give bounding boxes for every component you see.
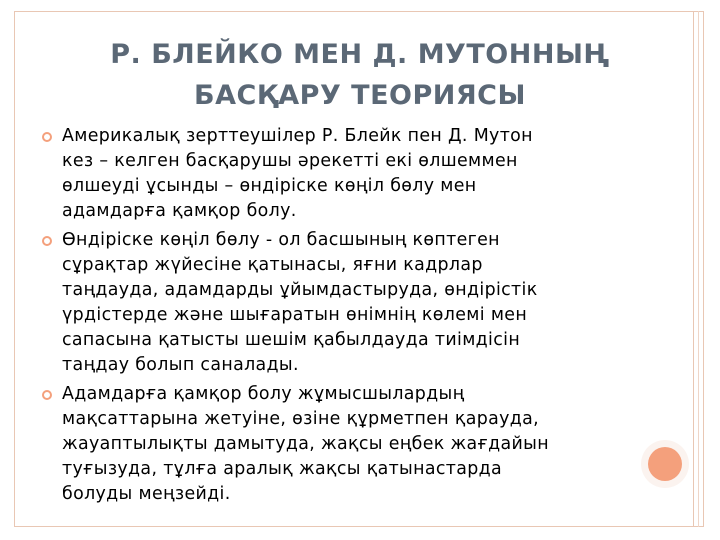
bullet-item [42,382,662,507]
bullet-text: Адамдарға қамқор болу жұмысшылардың мақсаттарына жетуіне, өзіне құрметпен қарауда, жауаптылықты дамытуда, жақсы еңбек жағдайын туғызуда, тұлға аралық жақсы қатынастарда болуды меңзейді. [62,384,549,504]
title-line: Р. БЛЕЙКО МЕН Д. МУТОННЫҢ [110,39,610,70]
decorative-side-stripe [693,11,705,527]
decorative-stripe-line [698,11,699,527]
title-line: БАСҚАРУ ТЕОРИЯСЫ [194,80,526,111]
bullet-item [42,228,662,378]
bullet-list [42,124,662,511]
bullet-text: Америкалық зерттеушілер Р. Блейк пен Д. Мутон кез – келген басқарушы әрекетті екі өлшеммен өлшеуді ұсынды – өндіріске көңіл бөлу мен адамдарға қамқор болу. [62,126,533,221]
slide-title [40,34,680,116]
bullet-circle-icon [42,390,52,400]
bullet-circle-icon [42,236,52,246]
bullet-circle-icon [42,132,52,142]
bullet-item [42,124,662,224]
bullet-text: Өндіріске көңіл бөлу - ол басшының көптеген сұрақтар жүйесіне қатынасы, яғни кадрлар таңдауда, адамдарды ұйымдастыруда, өндірістік үрдістерде және шығаратын өнімнің көлемі мен сапасына қатысты шешім қабылдауда тиімдісін таңдау болып саналады. [62,230,538,375]
